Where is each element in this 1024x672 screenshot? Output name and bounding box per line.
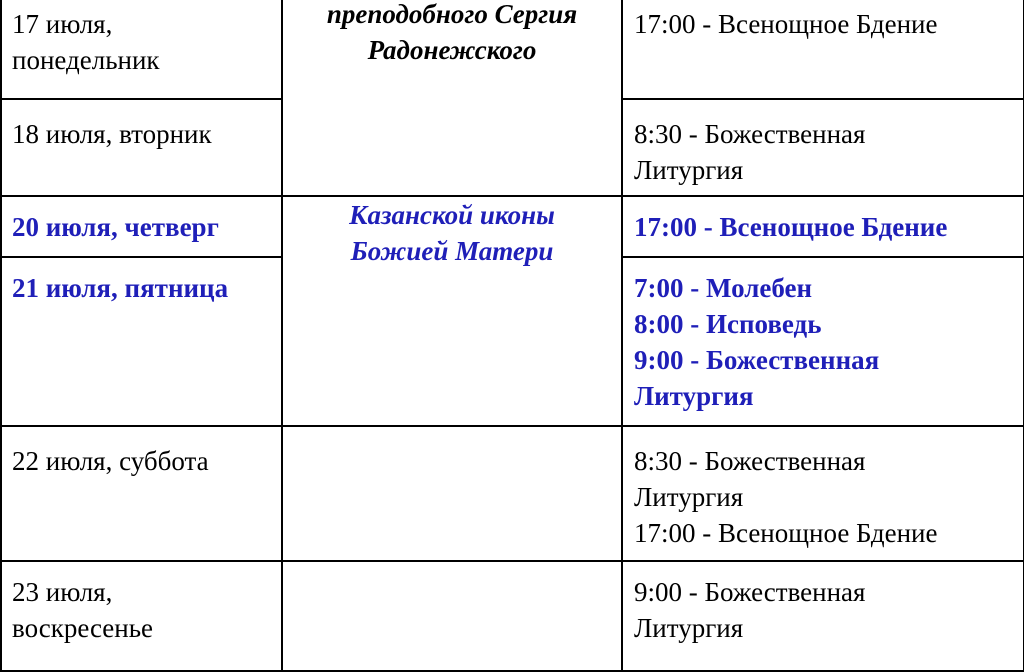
table-row bbox=[1, 426, 1024, 561]
service-cell-22 bbox=[622, 426, 1024, 561]
weekday-text: воскресенье bbox=[12, 613, 154, 643]
feast-name: преподобного Сергия bbox=[326, 0, 578, 29]
feast-cell-kazan bbox=[282, 196, 622, 426]
feast-cell-empty bbox=[282, 561, 622, 671]
service-line: Литургия bbox=[634, 482, 744, 512]
service-line: 17:00 - Всенощное Бдение bbox=[634, 518, 938, 548]
service-cell-20 bbox=[622, 196, 1024, 257]
date-text: 21 июля, пятница bbox=[12, 273, 229, 303]
date-cell-21 bbox=[1, 257, 282, 426]
feast-name: Божией Матери bbox=[350, 236, 554, 266]
service-line: 7:00 - Молебен bbox=[634, 273, 813, 303]
date-text: 22 июля, суббота bbox=[12, 446, 209, 476]
service-line: 9:00 - Божественная bbox=[634, 577, 866, 607]
service-line: 8:00 - Исповедь bbox=[634, 309, 822, 339]
date-text: 20 июля, четверг bbox=[12, 212, 219, 242]
feast-name: Казанской иконы bbox=[349, 200, 555, 230]
date-cell-17 bbox=[1, 0, 282, 99]
service-line: Литургия bbox=[634, 381, 754, 411]
feast-name: Радонежского bbox=[367, 35, 537, 65]
table-row bbox=[1, 0, 1024, 99]
date-cell-20 bbox=[1, 196, 282, 257]
date-cell-22 bbox=[1, 426, 282, 561]
service-line: Литургия bbox=[634, 613, 744, 643]
service-line: Литургия bbox=[634, 155, 744, 185]
weekday-text: понедельник bbox=[12, 45, 160, 75]
service-line: 8:30 - Божественная bbox=[634, 119, 866, 149]
service-line: 8:30 - Божественная bbox=[634, 446, 866, 476]
service-cell-18 bbox=[622, 99, 1024, 196]
service-line: 17:00 - Всенощное Бдение bbox=[634, 9, 938, 39]
date-text: 23 июля, bbox=[12, 577, 113, 607]
date-text: 18 июля, вторник bbox=[12, 119, 212, 149]
date-cell-23 bbox=[1, 561, 282, 671]
service-line: 17:00 - Всенощное Бдение bbox=[634, 212, 948, 242]
feast-cell-empty bbox=[282, 426, 622, 561]
date-text: 17 июля, bbox=[12, 9, 113, 39]
feast-cell-sergius bbox=[282, 0, 622, 196]
table-row bbox=[1, 196, 1024, 257]
service-line: 9:00 - Божественная bbox=[634, 345, 880, 375]
service-cell-17 bbox=[622, 0, 1024, 99]
service-cell-21 bbox=[622, 257, 1024, 426]
date-cell-18 bbox=[1, 99, 282, 196]
service-cell-23 bbox=[622, 561, 1024, 671]
table-row bbox=[1, 561, 1024, 671]
